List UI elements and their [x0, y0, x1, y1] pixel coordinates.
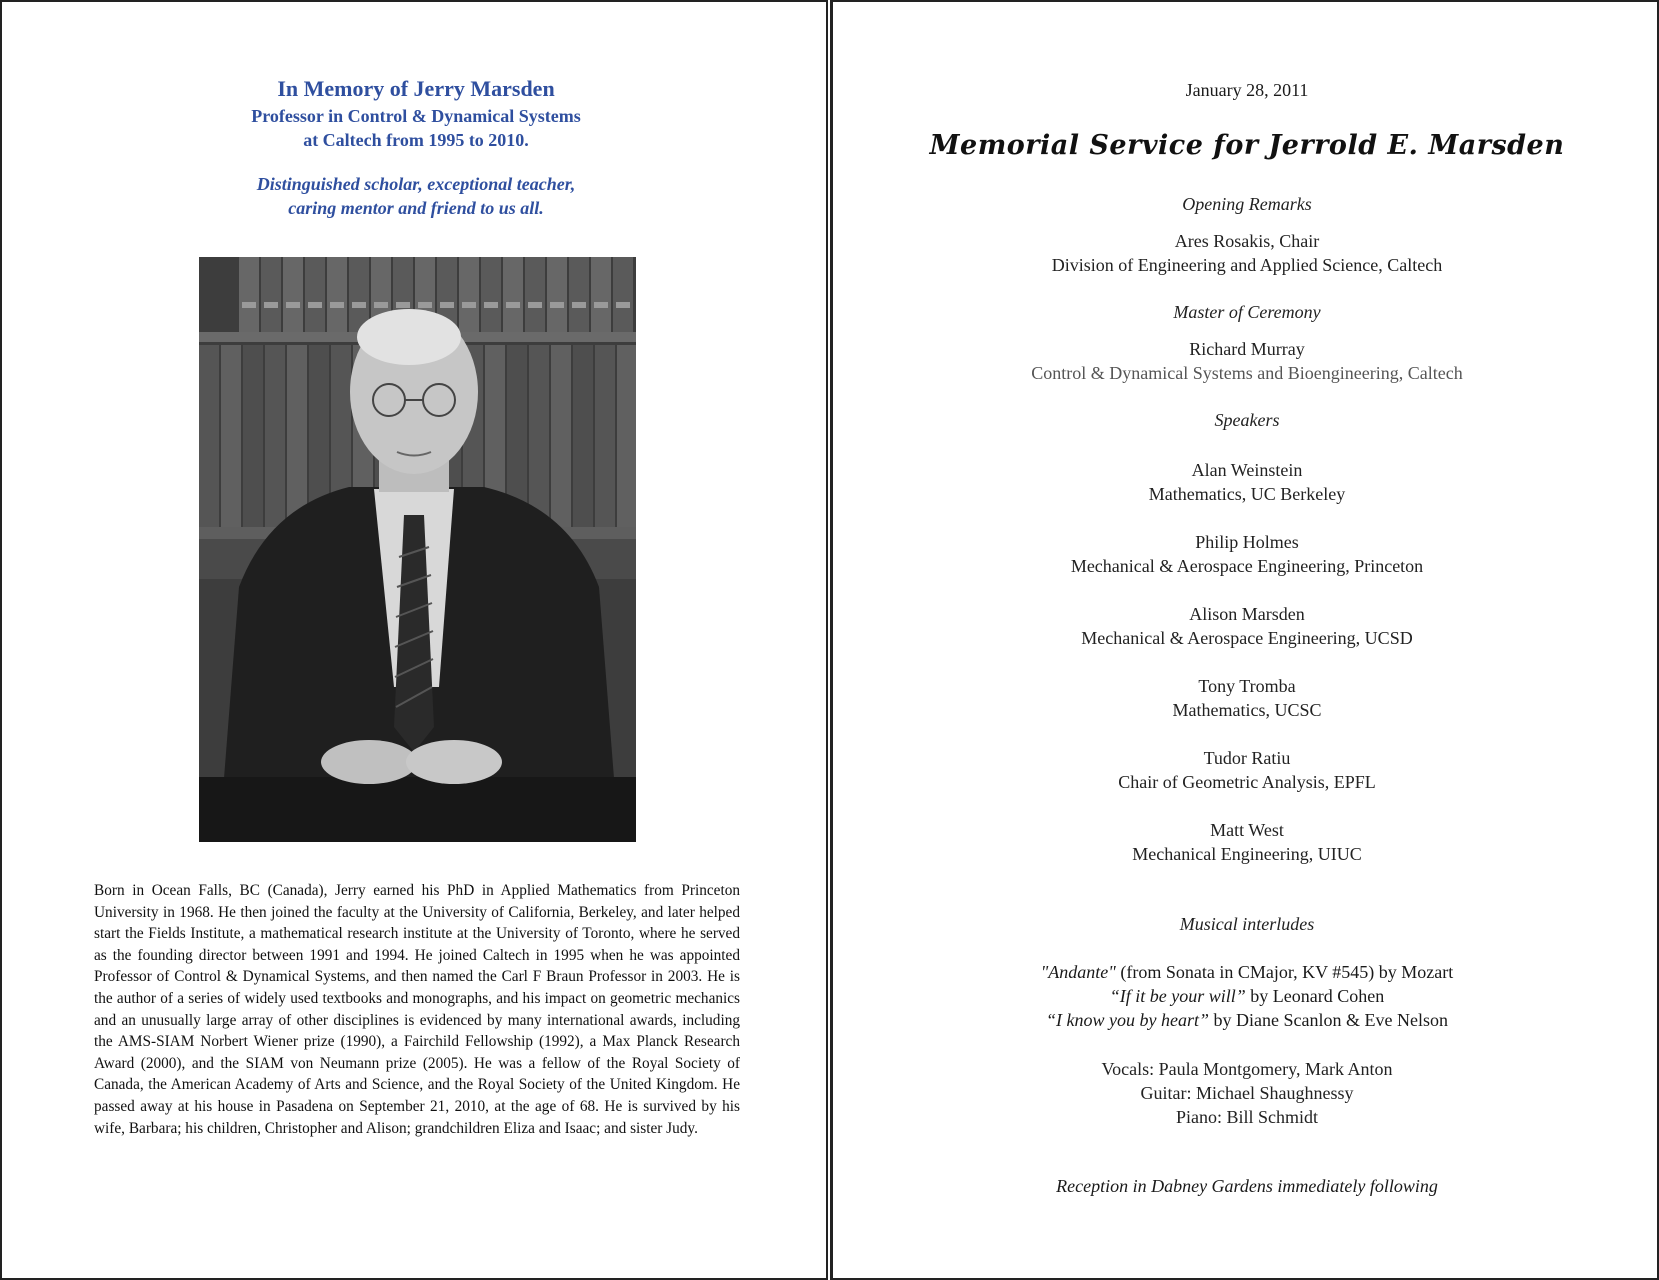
guitar-line: Guitar: Michael Shaughnessy — [1140, 1083, 1354, 1103]
speakers-label: Speakers — [1214, 410, 1280, 430]
header-subtitle-1: Professor in Control & Dynamical Systems — [251, 106, 581, 126]
piece-3-title: “I know you by heart” — [1046, 1010, 1210, 1030]
biography-paragraph: Born in Ocean Falls, BC (Canada), Jerry earned his PhD in Applied Mathematics from Princeton University in 1968. He then joined the faculty at the University of California, Berkeley, and later helped start the Fields Institute, a mathematical research institute at the University of Toronto, where he served as the founding director between 1991 and 1994. He joined Caltech in 1995 when he was appointed Professor of Control & Dynamical Systems, and then named the Carl F Braun Professor in 2003. He is the author of a series of widely used textbooks and monographs, and his impact on geometric mechanics and an unusually large array of other disciplines is evidenced by many international awards, including the AMS-SIAM Norbert Wiener prize (1990), a Fairchild Fellowship (1992), a Max Planck Research Award (2000), and the SIAM von Neumann prize (2005). He was a fellow of the Royal Society of Canada, the American Academy of Arts and Science, and the Royal Society of the United Kingdom. He passed away at his house in Pasadena on September 21, 2010, at the age of 68. He is survived by his wife, Barbara; his children, Christopher and Alison; grandchildren Eliza and Isaac; and sister Judy. — [94, 882, 740, 1137]
master-name: Richard Murray — [1189, 339, 1305, 359]
speaker-affiliation: Mechanical & Aerospace Engineering, UCSD — [1081, 628, 1413, 648]
piece-2-title: “If it be your will” — [1109, 986, 1246, 1006]
opening-speaker-affiliation: Division of Engineering and Applied Science, Caltech — [1051, 255, 1443, 275]
master-of-ceremony-label: Master of Ceremony — [1173, 302, 1321, 322]
speaker-affiliation: Mechanical Engineering, UIUC — [1132, 844, 1362, 864]
speaker-name: Matt West — [1210, 820, 1284, 840]
reception-note: Reception in Dabney Gardens immediately following — [1056, 1176, 1438, 1196]
master-affiliation: Control & Dynamical Systems and Bioengineering, Caltech — [1031, 363, 1463, 383]
left-page — [0, 0, 828, 1280]
speaker-affiliation: Mathematics, UCSC — [1172, 700, 1322, 720]
header-subtitle-2: at Caltech from 1995 to 2010. — [303, 130, 529, 150]
memorial-header — [2, 74, 830, 220]
piano-line: Piano: Bill Schmidt — [1175, 1107, 1318, 1127]
speaker-affiliation: Mathematics, UC Berkeley — [1148, 484, 1346, 504]
piece-3-details: by Diane Scanlon & Eve Nelson — [1209, 1010, 1448, 1030]
speaker-name: Philip Holmes — [1195, 532, 1299, 552]
vocals-line: Vocals: Paula Montgomery, Mark Anton — [1101, 1059, 1393, 1079]
header-title: In Memory of Jerry Marsden — [277, 76, 555, 101]
right-page — [831, 0, 1659, 1280]
musical-interludes-label: Musical interludes — [1179, 914, 1315, 934]
portrait-photo — [199, 257, 636, 842]
piece-1-title: "Andante" — [1040, 962, 1116, 982]
opening-speaker-name: Ares Rosakis, Chair — [1174, 231, 1320, 251]
opening-remarks-label: Opening Remarks — [1182, 194, 1312, 214]
speaker-name: Tudor Ratiu — [1203, 748, 1291, 768]
tagline-line-1: Distinguished scholar, exceptional teacher, — [256, 174, 576, 194]
speaker-affiliation: Chair of Geometric Analysis, EPFL — [1118, 772, 1376, 792]
music-piece-3 — [833, 1008, 1659, 1032]
piece-2-details: by Leonard Cohen — [1245, 986, 1385, 1006]
tagline — [2, 172, 830, 220]
piece-1-details: (from Sonata in CMajor, KV #545) by Mozart — [1115, 962, 1454, 982]
speaker-name: Alan Weinstein — [1191, 460, 1303, 480]
service-date: January 28, 2011 — [1185, 80, 1309, 100]
music-piece-2 — [833, 984, 1659, 1008]
tagline-line-2: caring mentor and friend to us all. — [288, 198, 544, 218]
music-piece-1 — [833, 960, 1659, 984]
portrait-image — [199, 257, 636, 842]
speaker-name: Alison Marsden — [1189, 604, 1305, 624]
speaker-name: Tony Tromba — [1198, 676, 1296, 696]
service-title: Memorial Service for Jerrold E. Marsden — [929, 130, 1565, 161]
speaker-affiliation: Mechanical & Aerospace Engineering, Princeton — [1070, 556, 1424, 576]
